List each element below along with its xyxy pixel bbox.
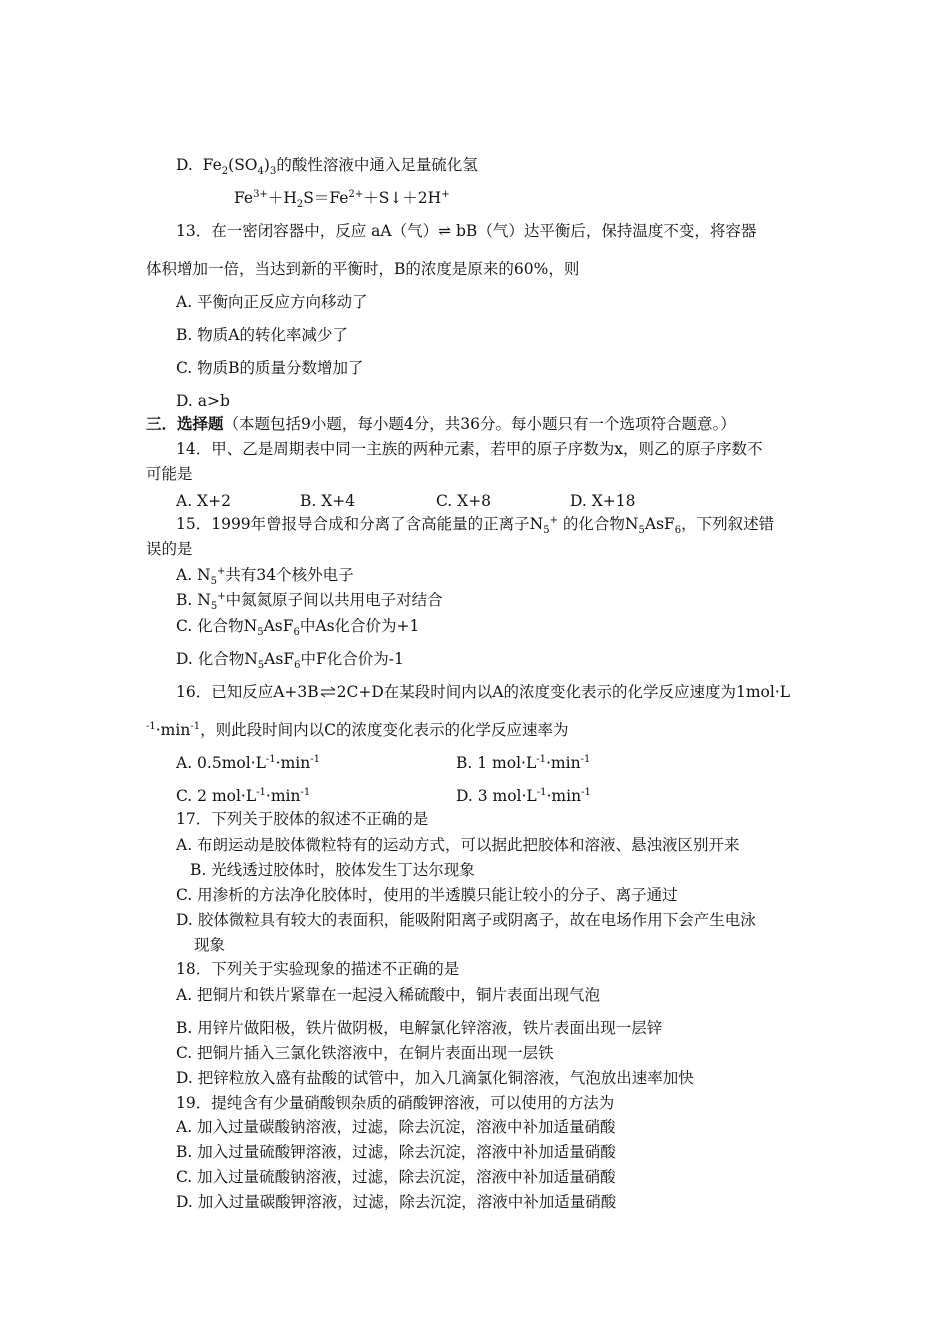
q14-stem-line2: 可能是 xyxy=(146,465,193,483)
q14-stem-line1: 14．甲、乙是周期表中同一主族的两种元素，若甲的原子序数为x，则乙的原子序数不 xyxy=(176,440,763,458)
q18-option-d: D. 把锌粒放入盛有盐酸的试管中，加入几滴氯化铜溶液，气泡放出速率加快 xyxy=(176,1069,694,1087)
q13-option-c: C. 物质B的质量分数增加了 xyxy=(176,359,364,377)
q16-option-c: C. 2 $mol\cdot L^{-1}\cdot\min^{-1}$ xyxy=(176,786,311,805)
q15-stem-line2: 误的是 xyxy=(146,540,193,558)
q17-option-b: B. 光线透过胶体时，胶体发生丁达尔现象 xyxy=(190,861,475,879)
q14-option-d: D. X+18 xyxy=(570,492,636,510)
q15-stem-line1: 15．1999年曾报导合成和分离了含高能量的正离子$N_5^+$ 的化合物$N_5AsF_6$，下列叙述错 xyxy=(176,514,775,537)
q17-stem: 17．下列关于胶体的叙述不正确的是 xyxy=(176,810,429,828)
q19-option-a: A. 加入过量碳酸钠溶液，过滤，除去沉淀，溶液中补加适量硝酸 xyxy=(176,1118,616,1136)
q19-option-d: D. 加入过量碳酸钾溶液，过滤，除去沉淀，溶液中补加适量硝酸 xyxy=(176,1193,617,1211)
q13-stem-line1: 13．在一密闭容器中，反应 aA（气）⇌ bB（气）达平衡后，保持温度不变，将容器 xyxy=(176,222,757,240)
q18-option-b: B. 用锌片做阳极，铁片做阴极，电解氯化锌溶液，铁片表面出现一层锌 xyxy=(176,1019,663,1037)
q13-option-a: A. 平衡向正反应方向移动了 xyxy=(176,293,368,311)
q16-option-b: B. 1 $mol\cdot L^{-1}\cdot\min^{-1}$ xyxy=(456,753,591,772)
q17-option-d: D. 胶体微粒具有较大的表面积，能吸附阳离子或阴离子，故在电场作用下会产生电泳 xyxy=(176,911,756,929)
q19-option-b: B. 加入过量硫酸钾溶液，过滤，除去沉淀，溶液中补加适量硝酸 xyxy=(176,1143,616,1161)
q17-option-d-cont: 现象 xyxy=(194,936,226,954)
q14-option-c: C. X+8 xyxy=(436,492,492,510)
q12-equation: $Fe^{3+}+H_2S=Fe^{2+}+S↓+2H^+$ xyxy=(234,188,450,211)
q15-option-b: B. $N_5^+$中氮氮原子间以共用电子对结合 xyxy=(176,590,443,613)
q16-option-d: D. 3 $mol\cdot L^{-1}\cdot\min^{-1}$ xyxy=(456,786,591,805)
q16-option-a: A. $0.5mol\cdot L^{-1}\cdot\min^{-1}$ xyxy=(176,753,320,772)
section-3-desc: （本题包括9小题，每小题4分，共36分。每小题只有一个选项符合题意。） xyxy=(223,415,736,433)
q19-stem: 19．提纯含有少量硝酸钡杂质的硝酸钾溶液，可以使用的方法为 xyxy=(176,1094,615,1112)
q13-option-b: B. 物质A的转化率减少了 xyxy=(176,326,348,344)
q14-option-a: A. X+2 xyxy=(176,492,231,510)
q18-stem: 18．下列关于实验现象的描述不正确的是 xyxy=(176,960,460,978)
q14-option-b: B. X+4 xyxy=(300,492,356,510)
section-3-title: 三．选择题 xyxy=(146,414,224,433)
q15-option-a: A. $N_5^+$共有34个核外电子 xyxy=(176,565,354,588)
q16-stem-line1: 16．已知反应A+3B 2C+D在某段时间内以A的浓度变化表示的化学反应速度为1mol·L xyxy=(176,683,791,701)
q15-option-d: D. 化合物$N_5AsF_6$中F化合价为-1 xyxy=(176,650,404,672)
q15-option-c: C. 化合物$N_5AsF_6$中As化合价为+1 xyxy=(176,617,420,639)
q19-option-c: C. 加入过量硫酸钠溶液，过滤，除去沉淀，溶液中补加适量硝酸 xyxy=(176,1168,616,1186)
q12-option-d: D. $Fe_2(SO_4)_3$的酸性溶液中通入足量硫化氢 xyxy=(176,156,478,178)
q17-option-a: A. 布朗运动是胶体微粒特有的运动方式，可以据此把胶体和溶液、悬浊液区别开来 xyxy=(176,836,740,854)
q13-stem-line2: 体积增加一倍，当达到新的平衡时，B的浓度是原来的60%，则 xyxy=(146,260,580,278)
section-3-heading xyxy=(146,414,736,434)
q13-option-d: D. a>b xyxy=(176,392,230,410)
reversible-arrow-icon xyxy=(320,686,336,698)
q18-option-c: C. 把铜片插入三氯化铁溶液中，在铜片表面出现一层铁 xyxy=(176,1044,554,1062)
q17-option-c: C. 用渗析的方法净化胶体时，使用的半透膜只能让较小的分子、离子通过 xyxy=(176,886,678,904)
q18-option-a: A. 把铜片和铁片紧靠在一起浸入稀硫酸中，铜片表面出现气泡 xyxy=(176,986,601,1004)
q16-stem-line2: $^{-1}\cdot\min^{-1}$，则此段时间内以C的浓度变化表示的化学反应速率为 xyxy=(146,720,569,739)
